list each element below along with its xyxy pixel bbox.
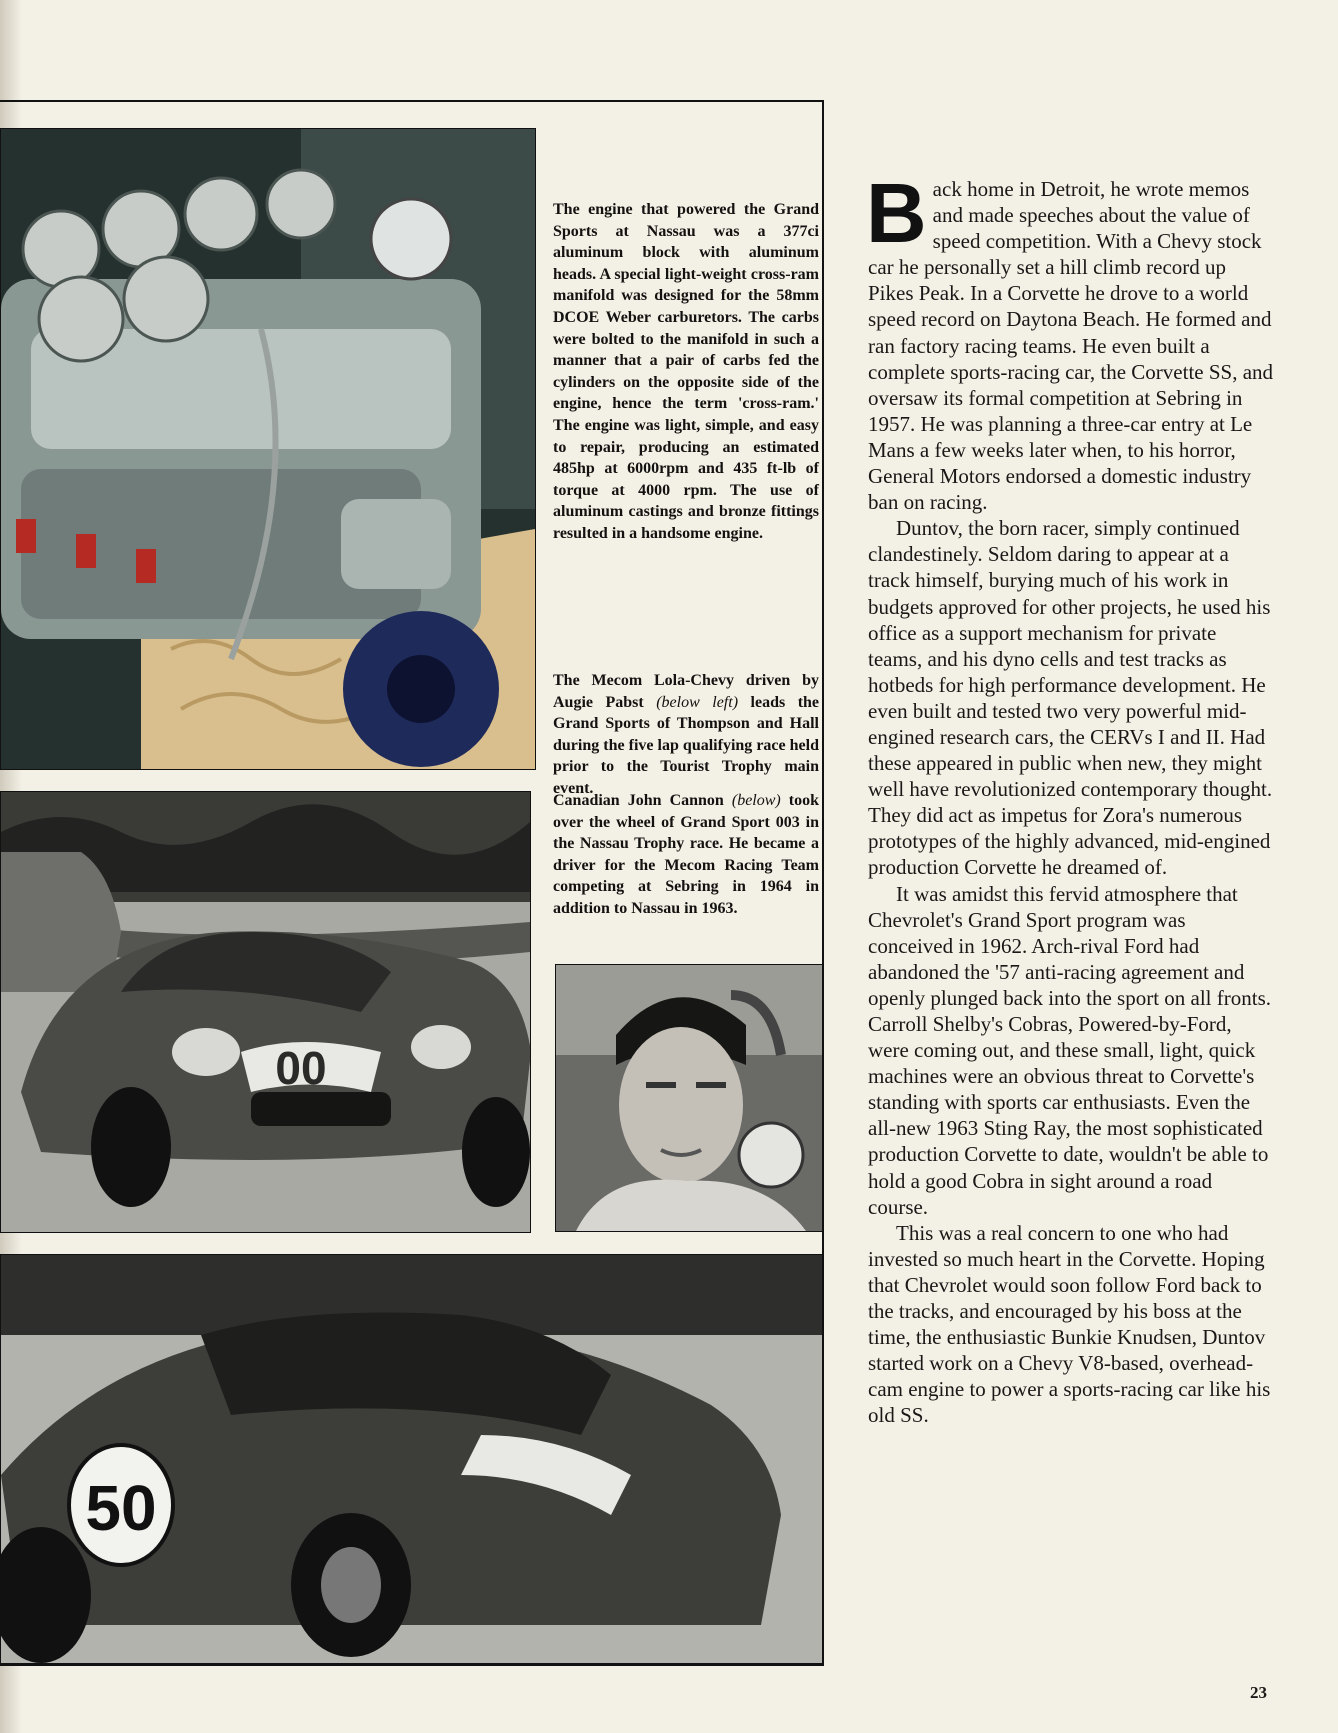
article-body [866, 166, 1274, 1429]
article-paragraph-3: It was amidst this fervid atmosphere that Chevrolet's Grand Sport program was conceived in 1962. Arch-rival Ford had abandoned the '57 anti-racing agreement and openly plunged back into the sport on all fronts. Carroll Shelby's Cobras, Powered-by-Ford, were coming out, and these small, light, quick machines were an obvious threat to Corvette's standing with sports car enthusiasts. Even the all-new 1963 Sting Ray, the most sophisticated production Corvette to date, wouldn't be able to hold a good Cobra in sight around a road course. [868, 881, 1272, 1219]
cannon-caption-rest: took over the wheel of Grand Sport 003 in the Nassau Trophy race. He became a driver for the Mecom Racing Team competing at Sebring in 1964 in addition to Nassau in 1963. [553, 792, 820, 917]
page-number: 23 [1250, 1683, 1267, 1702]
lola-caption-lead: The Mecom Lola-Chevy driven by Augie Pabst [553, 672, 819, 711]
article-paragraph-2: Duntov, the born racer, simply continued clandestinely. Seldom daring to appear at a track himself, burying much of his work in budgets approved for other projects, he used his office as a support mechanism for private teams, and his dyno cells and test tracks as hotbeds for high performance development. He even built and tested two very powerful mid-engined research cars, the CERVs I and II. Had these appeared in public when new, they might well have revolutionized contemporary thought. They did act as impetus for Zora's numerous prototypes of the highly advanced, mid-engined production Corvette he dreamed of. [868, 516, 1273, 880]
engine-photo [0, 128, 536, 770]
article-paragraph-4: This was a real concern to one who had invested so much heart in the Corvette. Hoping that Chevrolet would soon follow Ford back to the tracks, and encouraged by his boss at the time, the enthusiastic Bunkie Knudsen, Duntov started work on a Chevy V8-based, overhead-cam engine to power a sports-racing car like his old SS. [868, 1220, 1271, 1428]
article-paragraph-1-text: ack home in Detroit, he wrote memos and made speeches about the value of speed competition. With a Chevy stock car he personally set a hill climb record up Pikes Peak. In a Corvette he drove to a world speed record on Daytona Beach. He formed and ran factory racing teams. He even built a complete sports-racing car, the Corvette SS, and oversaw its formal competition at Sebring in 1957. He was planning a three-car entry at Le Mans a few weeks later when, to his horror, General Motors endorsed a domestic industry ban on racing. [868, 177, 1274, 515]
john-cannon-photo [555, 964, 823, 1232]
cannon-caption-ref: (below) [731, 792, 781, 809]
frame-top-rule [0, 100, 824, 102]
drop-cap: B [866, 166, 927, 260]
cannon-caption [553, 790, 819, 920]
car-number-50: 50 [85, 1472, 157, 1544]
lola-caption [553, 670, 819, 800]
lola-race-photo [0, 791, 531, 1233]
engine-caption: The engine that powered the Grand Sports at Nassau was a 377ci aluminum block with aluminum heads. A special light-weight cross-ram manifold was designed for the 58mm DCOE Weber carburetors. The carbs were bolted to the manifold in such a manner that a pair of carbs fed the cylinders on the opposite side of the engine, hence the term 'cross-ram.' The engine was light, simple, and easy to repair, producing an estimated 485hp at 6000rpm and 435 ft-lb of torque at 4000 rpm. The use of aluminum castings and bronze fittings resulted in a handsome engine. [553, 201, 819, 542]
article-paragraph-1 [866, 166, 1274, 515]
frame-bottom-rule [0, 1664, 824, 1666]
cannon-caption-lead: Canadian John Cannon [553, 792, 724, 809]
grand-sport-50-photo [0, 1254, 823, 1664]
lola-caption-rest: leads the Grand Sports of Thompson and Hall during the five lap qualifying race held prior to the Tourist Trophy main event. [553, 693, 820, 797]
lola-car-number: 00 [275, 1042, 327, 1094]
lola-caption-ref: (below left) [656, 693, 739, 711]
